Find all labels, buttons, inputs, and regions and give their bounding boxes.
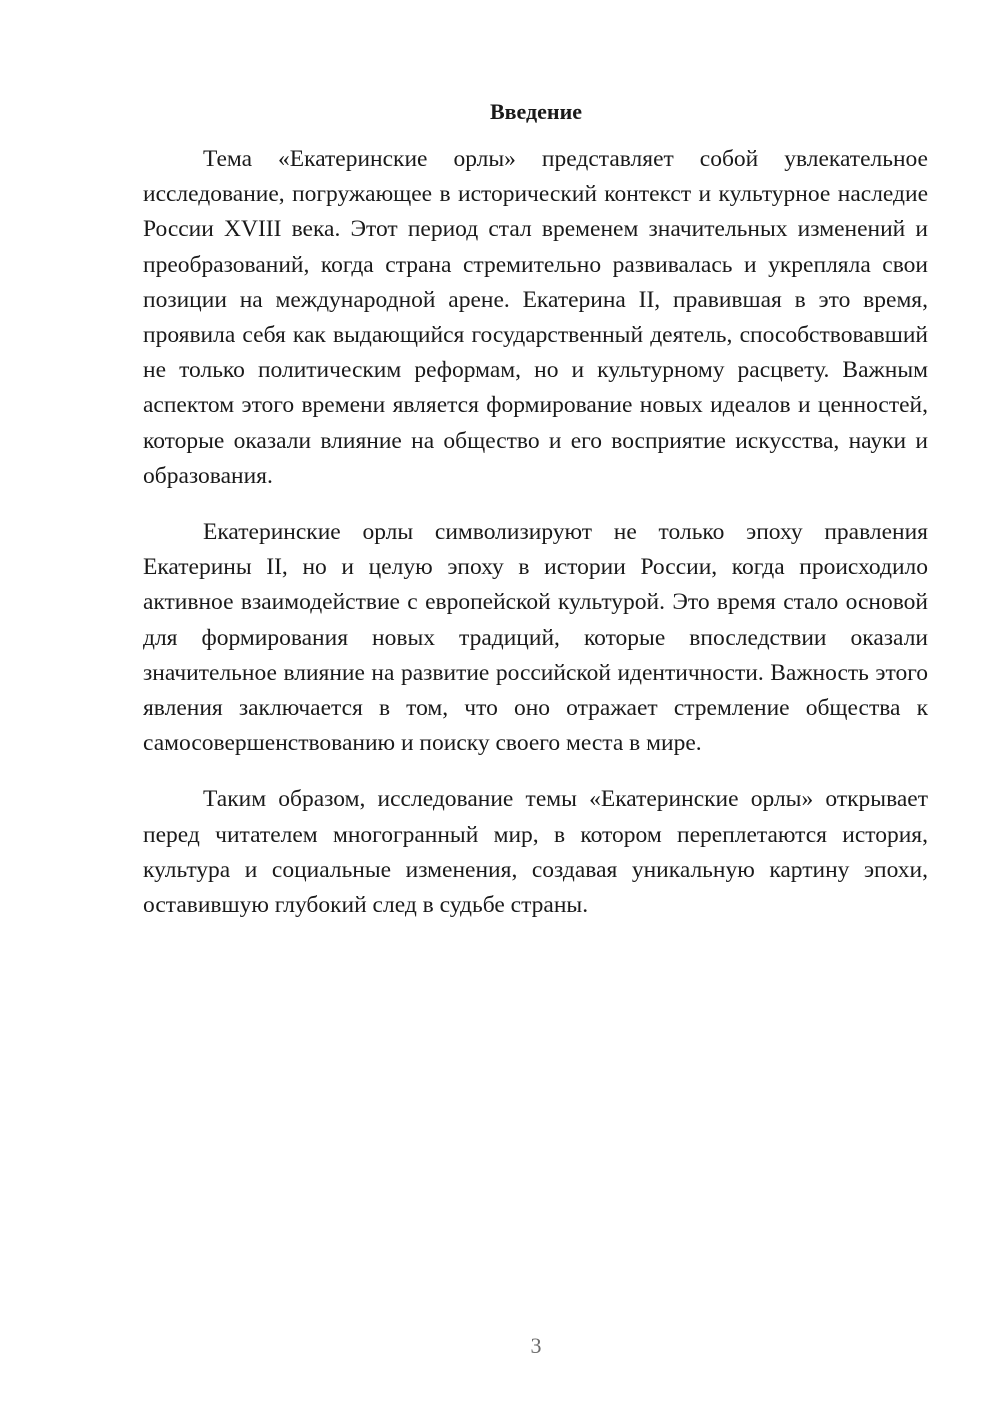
page-number: 3 [530, 1333, 542, 1358]
paragraph-3: Таким образом, исследование темы «Екатеринские орлы» открывает перед читателем многогранный мир, в котором переплетаются история, культура и социальные изменения, создавая уникальную картину эпохи, оставившую глубокий след в судьбе страны. [143, 786, 928, 919]
paragraph-2: Екатеринские орлы символизируют не только эпоху правления Екатерины II, но и целую эпоху в истории России, когда происходило активное взаимодействие с европейской культурой. Это время стало основой для формирования новых традиций, которые впоследствии оказали значительное влияние на развитие российской идентичности. Важность этого явления заключается в том, что оно отражает стремление общества к самосовершенствованию и поиску своего места в мире. [143, 519, 928, 757]
paragraph-1: Тема «Екатеринские орлы» представляет собой увлекательное исследование, погружающее в исторический контекст и культурное наследие России XVIII века. Этот период стал временем значительных изменений и преобразований, когда страна стремительно развивалась и укрепляла свои позиции на международной арене. Екатерина II, правившая в это время, проявила себя как выдающийся государственный деятель, способствовавший не только политическим реформам, но и культурному расцвету. Важным аспектом этого времени является формирование новых идеалов и ценностей, которые оказали влияние на общество и его восприятие искусства, науки и образования. [143, 146, 928, 489]
section-title: Введение [489, 99, 583, 124]
body-text [143, 142, 928, 944]
